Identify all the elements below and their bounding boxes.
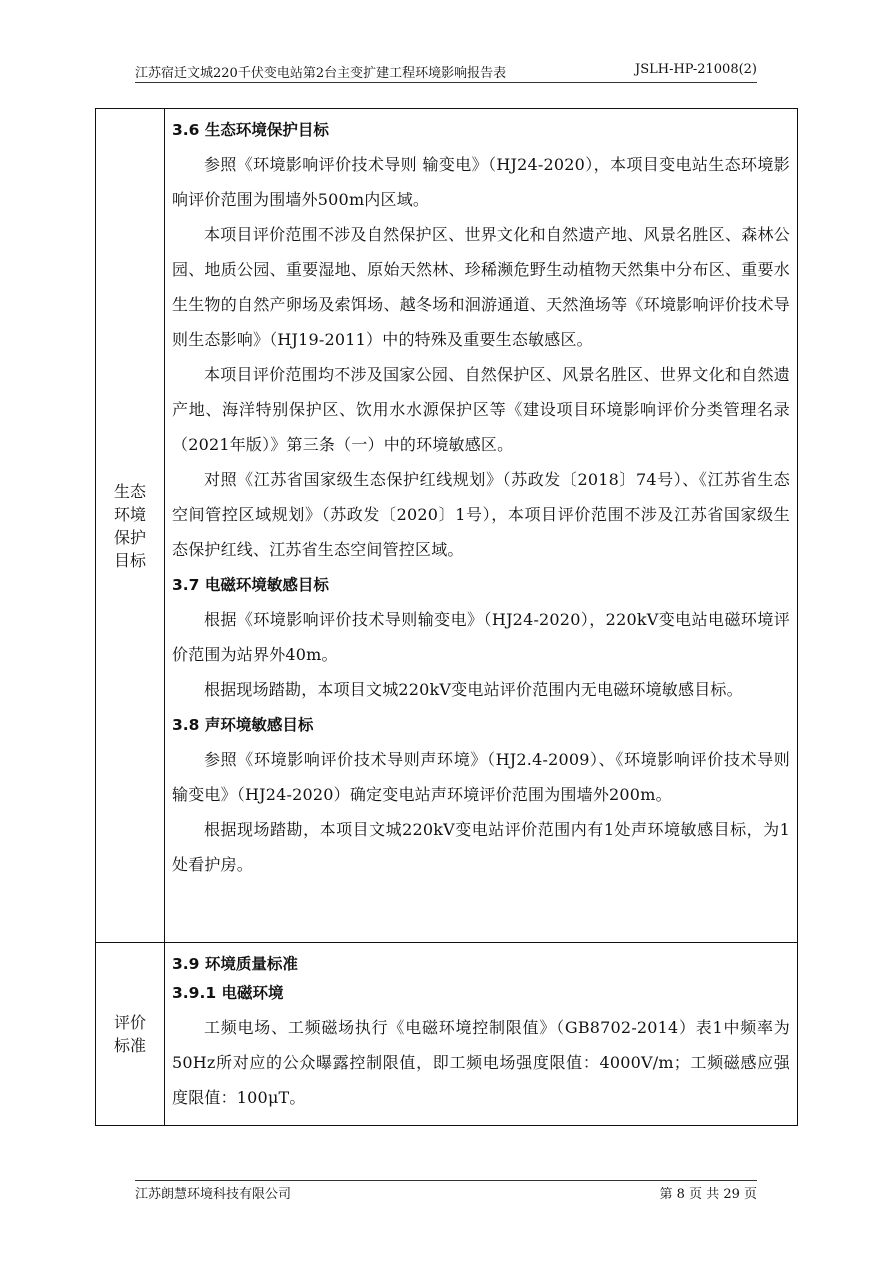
content-table: [95, 108, 798, 1126]
section-heading-3-9-1: 3.9.1 电磁环境: [172, 984, 284, 1002]
paragraph: 本项目评价范围不涉及自然保护区、世界文化和自然遗产地、风景名胜区、森林公园、地质公园、重要湿地、原始天然林、珍稀濒危野生动植物天然集中分布区、重要水生生物的自然产卵场及索饵场、越冬场和洄游通道、天然渔场等《环境影响评价技术导则生态影响》（HJ19-2011）中的特殊及重要生态敏感区。: [172, 225, 790, 349]
paragraph: 参照《环境影响评价技术导则 输变电》（HJ24-2020），本项目变电站生态环境影响评价范围为围墙外500m内区域。: [172, 155, 790, 209]
paragraph: 根据现场踏勘，本项目文城220kV变电站评价范围内无电磁环境敏感目标。: [204, 680, 743, 699]
row-label-line: 生态: [113, 481, 146, 501]
section-heading-3-9: 3.9 环境质量标准: [172, 955, 298, 973]
row-content-eco-protection: [165, 109, 797, 942]
header-divider: [135, 82, 757, 83]
paragraph: 对照《江苏省国家级生态保护红线规划》（苏政发〔2018〕74号）、《江苏省生态空间管控区域规划》（苏政发〔2020〕1号），本项目评价范围不涉及江苏省国家级生态保护红线、江苏省生态空间管控区域。: [172, 470, 790, 559]
row-content-eval-standard: [165, 943, 797, 1125]
header-doc-code: JSLH-HP-21008(2): [634, 62, 757, 77]
table-row-eco-protection: [96, 109, 797, 943]
row-label-eval-standard: [96, 943, 165, 1125]
row-label-line: 标准: [113, 1036, 146, 1055]
page-footer: [135, 1183, 757, 1202]
section-heading-3-8: 3.8 声环境敏感目标: [172, 716, 314, 734]
row-label-line: 评价: [113, 1013, 146, 1032]
row-label-eco-protection: [96, 109, 165, 942]
footer-company: 江苏朗慧环境科技有限公司: [135, 1187, 292, 1202]
page-header: [135, 62, 757, 81]
section-heading-3-7: 3.7 电磁环境敏感目标: [172, 576, 329, 594]
paragraph: 参照《环境影响评价技术导则声环境》（HJ2.4-2009）、《环境影响评价技术导则输变电》（HJ24-2020）确定变电站声环境评价范围为围墙外200m。: [172, 750, 790, 804]
header-title: 江苏宿迁文城220千伏变电站第2台主变扩建工程环境影响报告表: [135, 66, 507, 81]
footer-page-number: 第 8 页 共 29 页: [659, 1187, 757, 1202]
section-heading-3-6: 3.6 生态环境保护目标: [172, 121, 329, 139]
footer-divider: [135, 1180, 757, 1181]
paragraph: 工频电场、工频磁场执行《电磁环境控制限值》（GB8702-2014）表1中频率为50Hz所对应的公众曝露控制限值，即工频电场强度限值：4000V/m；工频磁感应强度限值：100μT。: [172, 1018, 790, 1107]
row-label-line: 保护: [113, 527, 146, 547]
row-label-line: 目标: [113, 550, 146, 570]
table-row-eval-standard: [96, 943, 797, 1125]
row-label-line: 环境: [113, 504, 146, 524]
paragraph: 根据《环境影响评价技术导则输变电》（HJ24-2020），220kV变电站电磁环境评价范围为站界外40m。: [172, 610, 790, 664]
paragraph: 根据现场踏勘，本项目文城220kV变电站评价范围内有1处声环境敏感目标，为1处看护房。: [172, 820, 790, 874]
paragraph: 本项目评价范围均不涉及国家公园、自然保护区、风景名胜区、世界文化和自然遗产地、海洋特别保护区、饮用水水源保护区等《建设项目环境影响评价分类管理名录（2021年版）》第三条（一）中的环境敏感区。: [172, 365, 790, 454]
